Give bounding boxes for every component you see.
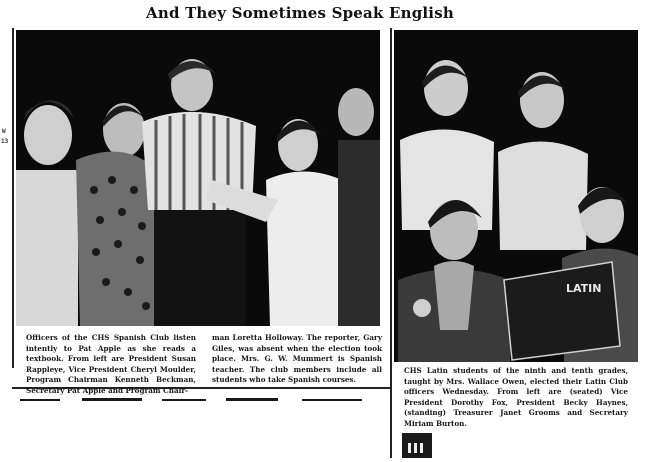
margin-mark-letter: W — [2, 128, 6, 135]
latin-caption: CHS Latin students of the ninth and tenth grades, taught by Mrs. Wallace Owen, elected their Latin Club officers Wednesday. From left are (seated) Vice President Dorothy Fox, President Becky Haynes, (standing) Treasurer Janet Grooms and Secretary Miriam Burton. — [404, 366, 628, 428]
left-border-rule — [12, 28, 14, 368]
cropped-emblem — [402, 433, 432, 458]
margin-mark-number: 13 — [1, 138, 9, 145]
spanish-club-photo — [16, 30, 380, 326]
latin-club-photo — [394, 30, 638, 362]
page-headline: And They Sometimes Speak English — [146, 4, 454, 22]
cropped-next-headline — [12, 391, 392, 401]
book-cover-title: LATIN — [566, 282, 602, 295]
spanish-caption-col1: Officers of the CHS Spanish Club listen intently to Pat Apple as she reads a textbook. From left are President Susan Rappleye, Vice President Cheryl Moulder, Program Chairman Kenneth Beckman, Secretary Pat Apple and Program Chair- — [26, 333, 196, 395]
spanish-caption-col2: man Loretta Holloway. The reporter, Gary Giles, was absent when the election took place. Mrs. G. W. Mummert is Spanish teacher. The club members include all students who take Spanish courses. — [212, 333, 382, 385]
